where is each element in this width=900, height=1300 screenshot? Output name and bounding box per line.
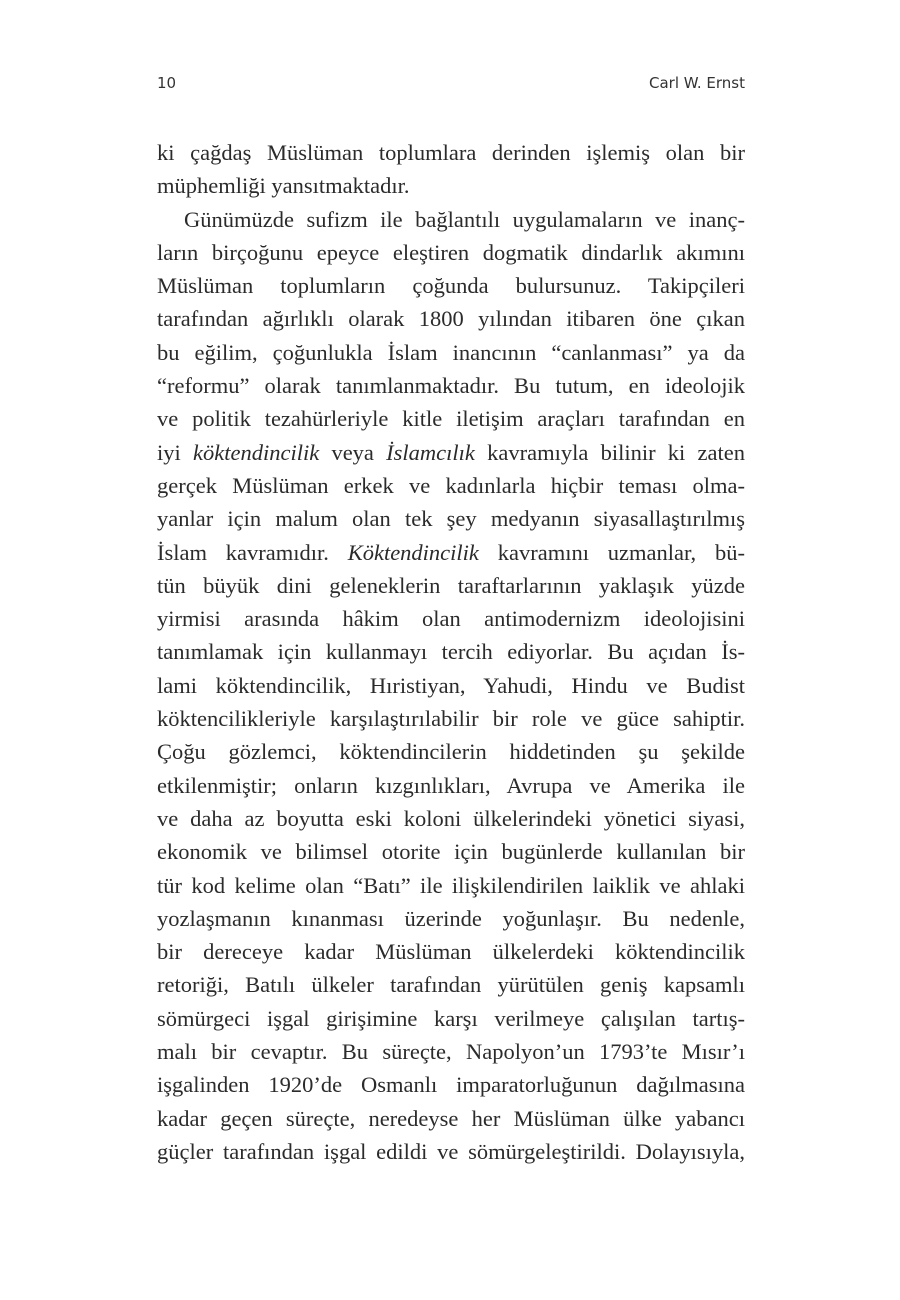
text-line: İslam kavramıdır. Köktendincilik kavramını uzmanlar, bü-	[157, 539, 745, 565]
page-number: 10	[157, 74, 177, 92]
text-line: yanlar için malum olan tek şey medyanın siyasallaştırılmış	[157, 506, 745, 532]
text-line: iyi köktendincilik veya İslamcılık kavramıyla bilinir ki zaten	[157, 439, 745, 465]
text-line: yozlaşmanın kınanması üzerinde yoğunlaşır. Bu nedenle,	[157, 905, 745, 931]
running-head-author: Carl W. Ernst	[649, 74, 745, 92]
italic-term: Köktendincilik	[347, 539, 479, 565]
text-line: Müslüman toplumların çoğunda bulursunuz. Takipçileri	[157, 273, 745, 299]
text-line: yirmisi arasında hâkim olan antimodernizm ideolojisini	[157, 606, 745, 632]
text-line: Çoğu gözlemci, köktendincilerin hiddetinden şu şekilde	[157, 739, 745, 765]
text-line: köktencilikleriyle karşılaştırılabilir bir role ve güce sahiptir.	[157, 706, 745, 732]
text-line: ekonomik ve bilimsel otorite için bugünlerde kullanılan bir	[157, 839, 745, 865]
text-line: ki çağdaş Müslüman toplumlara derinden işlemiş olan bir	[157, 140, 745, 165]
text-line: kadar geçen süreçte, neredeyse her Müslüman ülke yabancı	[157, 1105, 745, 1131]
text-line: işgalinden 1920’de Osmanlı imparatorluğunun dağılmasına	[157, 1072, 745, 1098]
text-line: retoriği, Batılı ülkeler tarafından yürütülen geniş kapsamlı	[157, 972, 745, 998]
text-line: sömürgeci işgal girişimine karşı verilmeye çalışılan tartış-	[157, 1005, 745, 1031]
text-line: ve politik tezahürleriyle kitle iletişim araçları tarafından en	[157, 406, 745, 432]
text-line: Günümüzde sufizm ile bağlantılı uygulamaların ve inanç-	[184, 206, 745, 232]
text-line: lami köktendincilik, Hıristiyan, Yahudi, Hindu ve Budist	[157, 672, 745, 698]
text-line: gerçek Müslüman erkek ve kadınlarla hiçbir teması olma-	[157, 472, 745, 498]
text-line: ların birçoğunu epeyce eleştiren dogmatik dindarlık akımını	[157, 239, 745, 265]
italic-term: köktendincilik	[193, 439, 320, 465]
text-line: müphemliği yansıtmaktadır.	[157, 173, 410, 199]
text-line: “reformu” olarak tanımlanmaktadır. Bu tutum, en ideolojik	[157, 373, 745, 399]
text-line: bir dereceye kadar Müslüman ülkelerdeki köktendincilik	[157, 939, 745, 965]
text-line: bu eğilim, çoğunlukla İslam inancının “canlanması” ya da	[157, 339, 745, 365]
text-line: tür kod kelime olan “Batı” ile ilişkilendirilen laiklik ve ahlaki	[157, 872, 745, 898]
page-header	[157, 74, 745, 98]
text-line: tün büyük dini geleneklerin taraftarlarının yaklaşık yüzde	[157, 572, 745, 598]
text-line: ve daha az boyutta eski koloni ülkelerindeki yönetici siyasi,	[157, 805, 745, 831]
text-line: tanımlamak için kullanmayı tercih ediyorlar. Bu açıdan İs-	[157, 639, 745, 665]
text-line: güçler tarafından işgal edildi ve sömürgeleştirildi. Dolayısıyla,	[157, 1138, 745, 1164]
text-line: tarafından ağırlıklı olarak 1800 yılından itibaren öne çıkan	[157, 306, 745, 332]
text-line: malı bir cevaptır. Bu süreçte, Napolyon’un 1793’te Mısır’ı	[157, 1039, 745, 1065]
body-text	[157, 136, 745, 1168]
italic-term: İslamcılık	[386, 439, 475, 465]
text-line: etkilenmiştir; onların kızgınlıkları, Avrupa ve Amerika ile	[157, 772, 745, 798]
